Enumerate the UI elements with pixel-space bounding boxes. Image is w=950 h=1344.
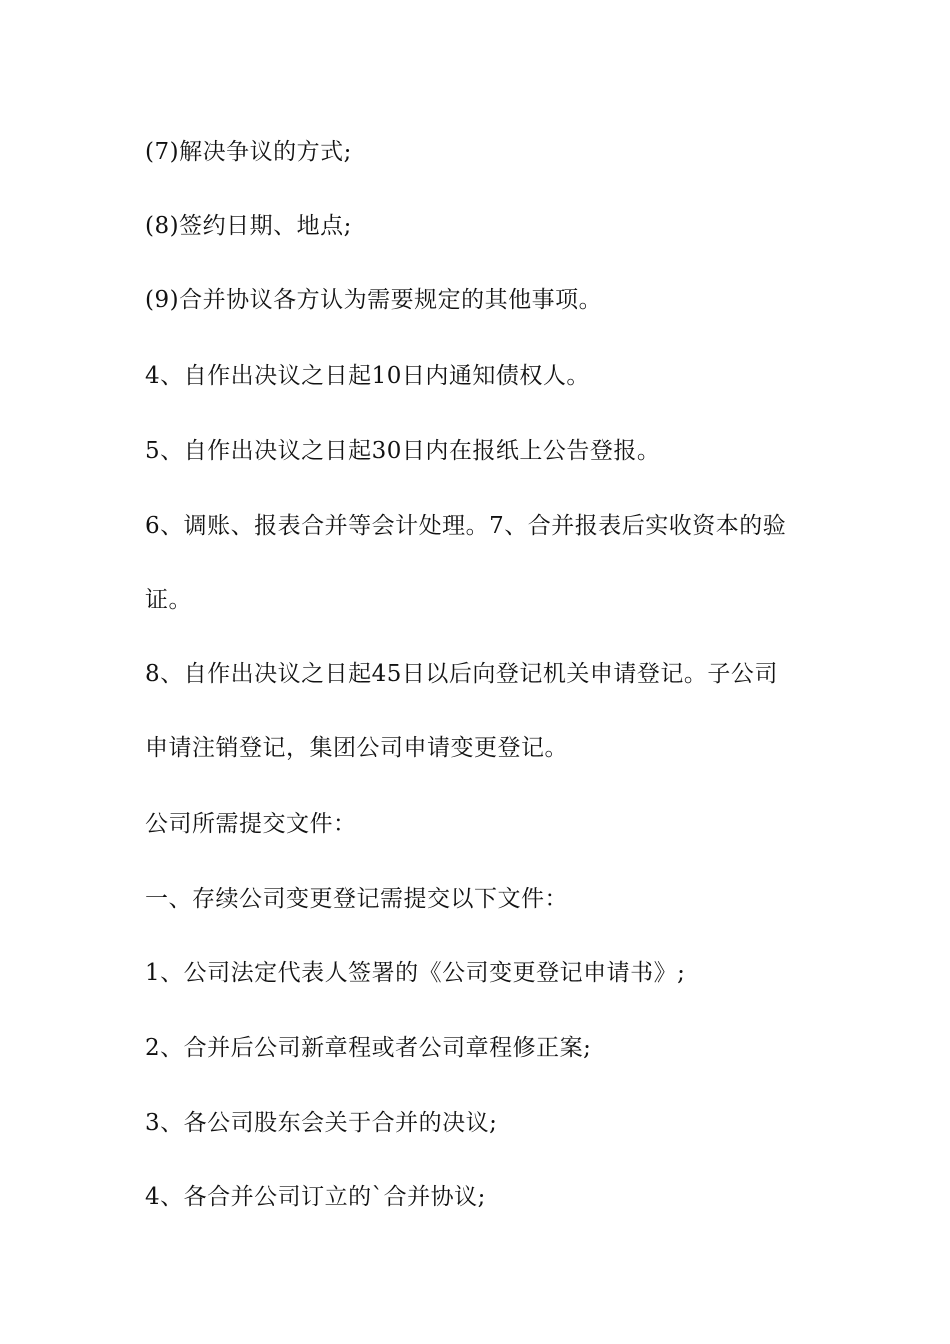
- text-line-accounting: 6、调账、报表合并等会计处理。7、合并报表后实收资本的验: [145, 513, 787, 539]
- text-line-item-4: 4、各合并公司订立的`合并协议;: [145, 1184, 486, 1210]
- text-line-section-one: 一、存续公司变更登记需提交以下文件：: [145, 886, 568, 912]
- text-line-deregistration: 申请注销登记，集团公司申请变更登记。: [145, 735, 568, 761]
- text-line-files-heading: 公司所需提交文件：: [145, 811, 357, 837]
- text-line-verification: 证。: [145, 587, 192, 613]
- text-line-registration: 8、自作出决议之日起45日以后向登记机关申请登记。子公司: [145, 661, 778, 687]
- text-line-item-1: 1、公司法定代表人签署的《公司变更登记申请书》;: [145, 960, 686, 986]
- text-line-item-2: 2、合并后公司新章程或者公司章程修正案;: [145, 1035, 592, 1061]
- text-line-other-matters: (9)合并协议各方认为需要规定的其他事项。: [145, 287, 603, 313]
- text-line-notify-creditors: 4、自作出决议之日起10日内通知债权人。: [145, 363, 590, 389]
- text-line-item-3: 3、各公司股东会关于合并的决议;: [145, 1110, 498, 1136]
- text-line-newspaper-notice: 5、自作出决议之日起30日内在报纸上公告登报。: [145, 438, 661, 464]
- text-line-dispute-resolution: (7)解决争议的方式;: [145, 139, 352, 165]
- text-line-signing-date: (8)签约日期、地点;: [145, 213, 352, 239]
